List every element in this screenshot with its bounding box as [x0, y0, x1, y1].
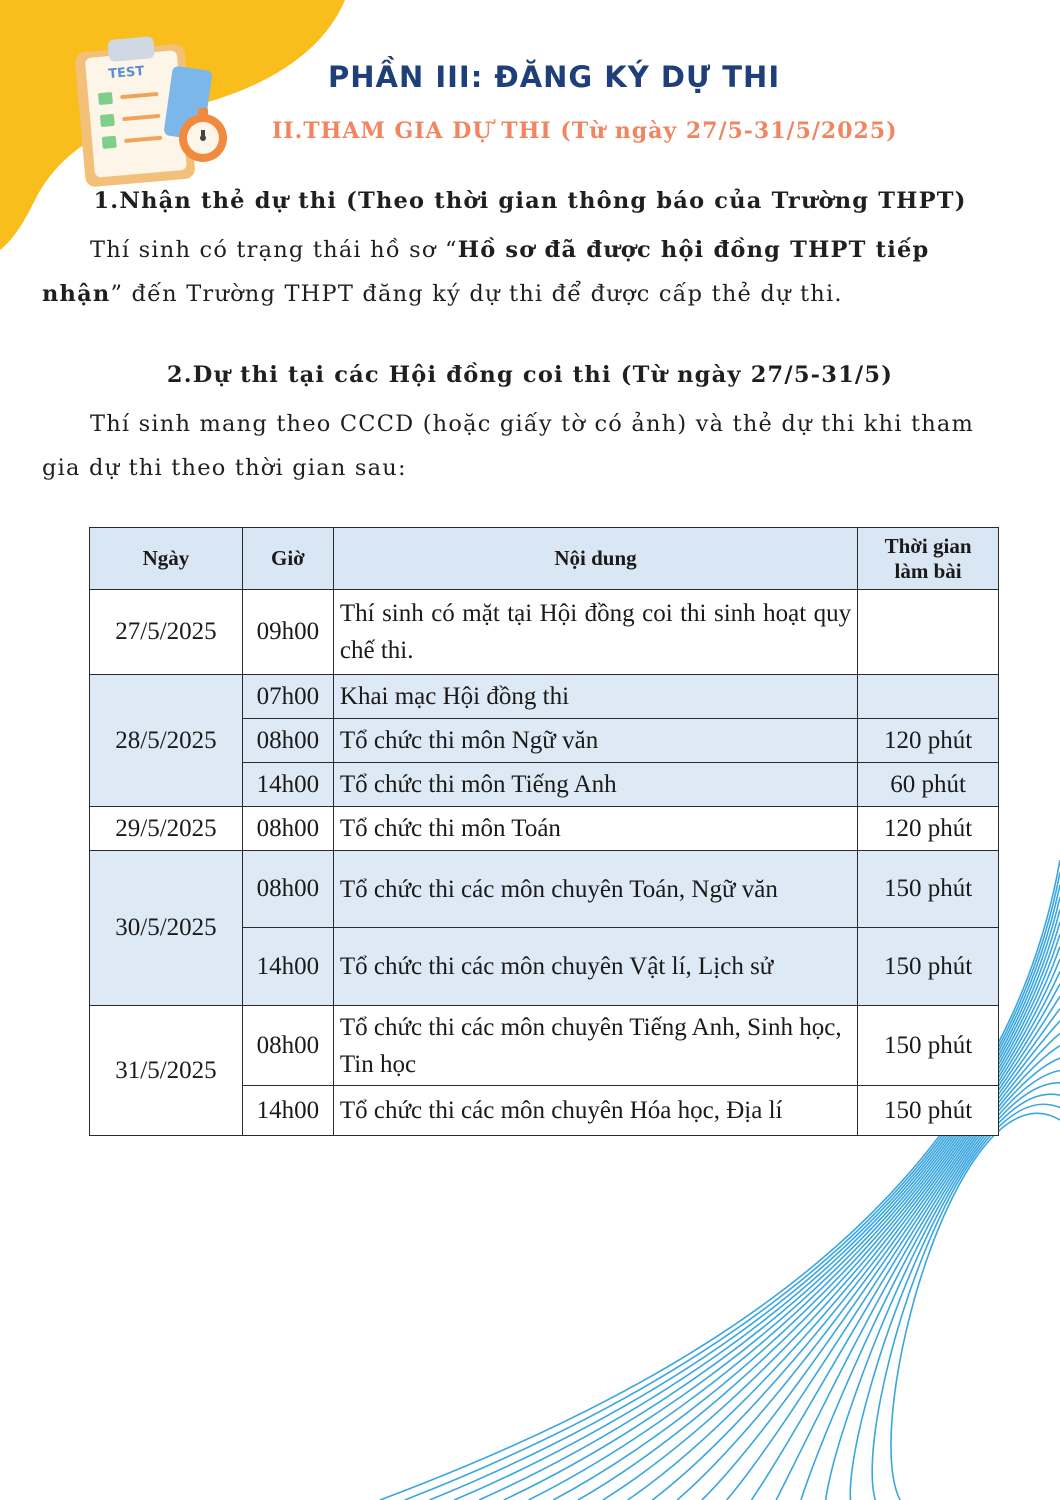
cell-date: 31/5/2025 — [90, 1006, 243, 1136]
cell-date: 28/5/2025 — [90, 675, 243, 807]
cell-content: Tổ chức thi môn Tiếng Anh — [333, 763, 857, 807]
para1-text-before: Thí sinh có trạng thái hồ sơ “ — [90, 237, 458, 263]
cell-time: 08h00 — [242, 851, 333, 928]
test-label: TEST — [107, 64, 145, 83]
para2-text: Thí sinh mang theo CCCD (hoặc giấy tờ có ảnh) và thẻ dự thi khi tham gia dự thi theo thời gian sau: — [42, 411, 975, 481]
table-row — [90, 675, 999, 719]
cell-time: 08h00 — [242, 807, 333, 851]
paragraph-exam-councils — [42, 402, 987, 490]
table-row — [90, 807, 999, 851]
cell-duration: 150 phút — [858, 1086, 999, 1136]
cell-date: 29/5/2025 — [90, 807, 243, 851]
cell-duration: 60 phút — [858, 763, 999, 807]
header-date: Ngày — [90, 528, 243, 590]
cell-duration: 120 phút — [858, 807, 999, 851]
cell-content: Khai mạc Hội đồng thi — [333, 675, 857, 719]
cell-date: 27/5/2025 — [90, 590, 243, 675]
cell-date: 30/5/2025 — [90, 851, 243, 1006]
cell-time: 08h00 — [242, 1006, 333, 1086]
header-duration-line1: Thời gian — [884, 533, 972, 558]
header-duration-line2: làm bài — [894, 558, 962, 583]
paragraph-receive-card — [42, 228, 987, 316]
para1-text-after: ” đến Trường THPT đăng ký dự thi để được cấp thẻ dự thi. — [110, 281, 843, 307]
cell-duration: 120 phút — [858, 719, 999, 763]
cell-duration: 150 phút — [858, 928, 999, 1006]
wave-line — [826, 1083, 1060, 1500]
cell-content: Tổ chức thi các môn chuyên Hóa học, Địa lí — [333, 1086, 857, 1136]
cell-content: Thí sinh có mặt tại Hội đồng coi thi sinh hoạt quy chế thi. — [333, 590, 857, 675]
para1-text-bold: Hồ sơ đã được hội đồng THPT tiếp nhận — [42, 237, 930, 307]
cell-duration — [858, 675, 999, 719]
wave-line — [850, 1094, 1060, 1500]
cell-time: 14h00 — [242, 928, 333, 1006]
cell-content: Tổ chức thi môn Ngữ văn — [333, 719, 857, 763]
table-row — [90, 1006, 999, 1086]
header-content: Nội dung — [333, 528, 857, 590]
cell-content: Tổ chức thi các môn chuyên Tiếng Anh, Sinh học, Tin học — [333, 1006, 857, 1086]
cell-content: Tổ chức thi các môn chuyên Toán, Ngữ văn — [333, 851, 857, 928]
wave-line — [891, 1113, 1060, 1500]
cell-duration: 150 phút — [858, 1006, 999, 1086]
cell-time: 08h00 — [242, 719, 333, 763]
wave-line — [872, 1104, 1060, 1500]
heading-receive-card: 1.Nhận thẻ dự thi (Theo thời gian thông báo của Trường THPT) — [93, 188, 967, 214]
header-time: Giờ — [242, 528, 333, 590]
section-title: II.THAM GIA DỰ THI (Từ ngày 27/5-31/5/2025) — [272, 118, 898, 144]
cell-time: 14h00 — [242, 763, 333, 807]
cell-content: Tổ chức thi môn Toán — [333, 807, 857, 851]
cell-time: 09h00 — [242, 590, 333, 675]
header-duration — [858, 528, 999, 590]
table-header-row — [90, 528, 999, 590]
table-row — [90, 590, 999, 675]
cell-duration — [858, 590, 999, 675]
table-row — [90, 851, 999, 928]
exam-schedule-table — [89, 527, 999, 1136]
cell-time: 07h00 — [242, 675, 333, 719]
cell-content: Tổ chức thi các môn chuyên Vật lí, Lịch sử — [333, 928, 857, 1006]
cell-time: 14h00 — [242, 1086, 333, 1136]
cell-duration: 150 phút — [858, 851, 999, 928]
part-title: PHẦN III: ĐĂNG KÝ DỰ THI — [328, 60, 781, 94]
test-clipboard-icon — [70, 30, 240, 190]
heading-exam-councils: 2.Dự thi tại các Hội đồng coi thi (Từ ngày 27/5-31/5) — [166, 362, 894, 388]
